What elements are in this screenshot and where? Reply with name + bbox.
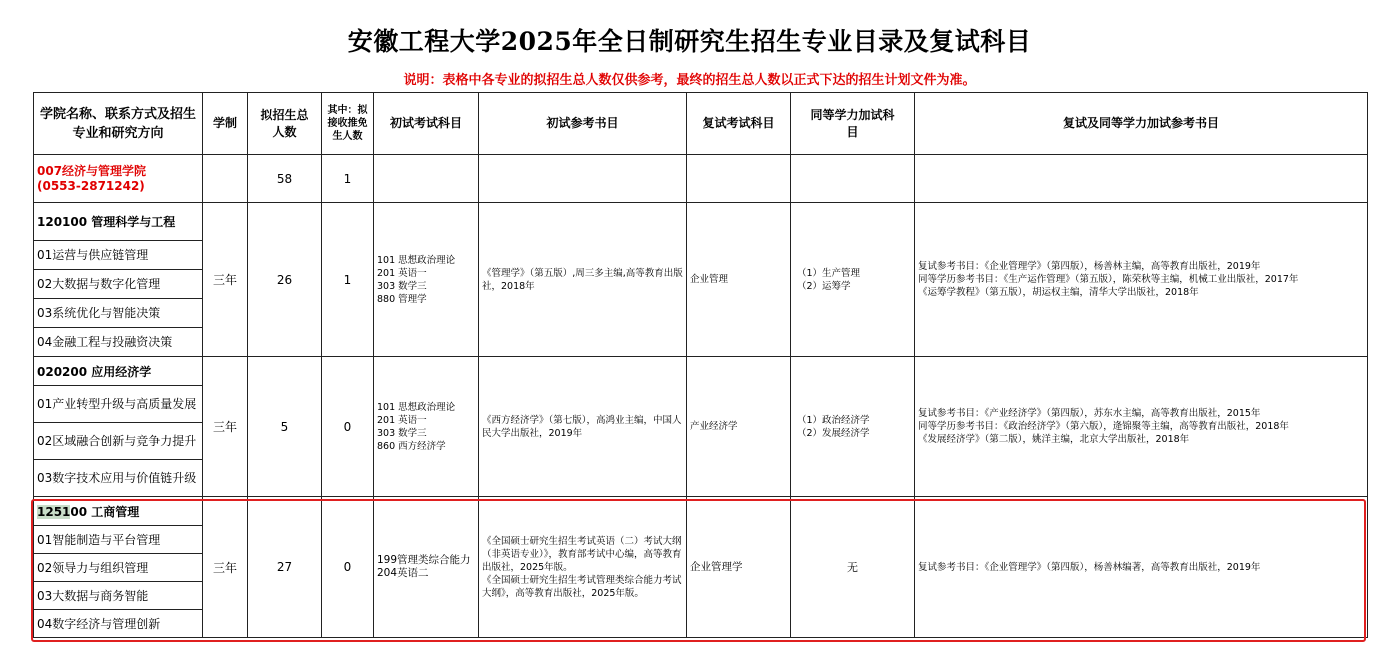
major-title: 120100 管理科学与工程	[34, 203, 203, 241]
list-item: 04金融工程与投融资决策	[34, 328, 203, 357]
retest-books-cell: 复试参考书目：《企业管理学》（第四版），杨善林主编，高等教育出版社，2019年 同等学历参考书目：《生产运作管理》（第五版），陈荣秋等主编，机械工业出版社，2017年 《运筹学教程》（第五版），胡运权主编，清华大学出版社，2018年	[915, 203, 1368, 357]
college-info	[34, 155, 203, 203]
exam-subjects-cell: 101 思想政治理论 201 英语一 303 数学三 880 管理学	[374, 203, 479, 357]
header-exempt: 其中：拟接收推免生人数	[322, 93, 374, 155]
list-item: 03系统优化与智能决策	[34, 299, 203, 328]
duration-cell: 三年	[203, 203, 248, 357]
list-item: 01产业转型升级与高质量发展	[34, 386, 203, 423]
total-cell: 5	[248, 357, 322, 497]
header-equiv-subjects: 同等学力加试科目	[791, 93, 915, 155]
header-exam-subjects: 初试考试科目	[374, 93, 479, 155]
college-name: 007经济与管理学院	[37, 163, 147, 178]
notice-text: 说明：表格中各专业的拟招生总人数仅供参考，最终的招生总人数以正式下达的招生计划文件为准。	[403, 73, 976, 88]
duration-cell: 三年	[203, 497, 248, 638]
retest-subjects-cell: 企业管理	[687, 203, 791, 357]
list-item: 02区域融合创新与竞争力提升	[34, 423, 203, 460]
retest-subjects-cell: 产业经济学	[687, 357, 791, 497]
exempt-cell: 1	[322, 203, 374, 357]
exam-subjects-cell: 101 思想政治理论 201 英语一 303 数学三 860 西方经济学	[374, 357, 479, 497]
equiv-subjects-cell: （1）生产管理 （2）运筹学	[791, 203, 915, 357]
college-total: 58	[248, 155, 322, 203]
exam-subjects-cell: 199管理类综合能力 204英语二	[374, 497, 479, 638]
retest-books-cell: 复试参考书目：《企业管理学》（第四版），杨善林编著，高等教育出版社，2019年	[915, 497, 1368, 638]
major-title: 020200 应用经济学	[34, 357, 203, 386]
exam-books-cell: 《管理学》（第五版）,周三多主编,高等教育出版社，2018年	[479, 203, 687, 357]
retest-books-cell: 复试参考书目：《产业经济学》（第四版），苏东水主编，高等教育出版社，2015年 同等学历参考书目：《政治经济学》（第六版），逄锦聚等主编，高等教育出版社，2018年 《发展经济学》（第二版），姚洋主编，北京大学出版社，2018年	[915, 357, 1368, 497]
total-cell: 26	[248, 203, 322, 357]
equiv-subjects-cell: （1）政治经济学 （2）发展经济学	[791, 357, 915, 497]
header-duration: 学制	[203, 93, 248, 155]
header-row	[34, 93, 1368, 155]
table-row	[34, 203, 1368, 241]
exempt-cell: 0	[322, 357, 374, 497]
equiv-subjects-cell: 无	[791, 497, 915, 638]
header-college: 学院名称、联系方式及招生专业和研究方向	[34, 93, 203, 155]
college-row	[34, 155, 1368, 203]
list-item: 02领导力与组织管理	[34, 554, 203, 582]
page-title: 安徽工程大学2025年全日制研究生招生专业目录及复试科目	[347, 27, 1032, 56]
duration-cell: 三年	[203, 357, 248, 497]
list-item: 02大数据与数字化管理	[34, 270, 203, 299]
header-total: 拟招生总人数	[248, 93, 322, 155]
list-item: 01运营与供应链管理	[34, 241, 203, 270]
list-item: 03数字技术应用与价值链升级	[34, 460, 203, 497]
header-retest-subjects: 复试考试科目	[687, 93, 791, 155]
college-phone: (0553-2871242)	[37, 178, 145, 193]
exam-books-cell: 《全国硕士研究生招生考试英语（二）考试大纲（非英语专业）》，教育部考试中心编，高等教育出版社，2025年版。 《全国硕士研究生招生考试管理类综合能力考试大纲》，高等教育出版社，2025年版。	[479, 497, 687, 638]
list-item: 03大数据与商务智能	[34, 582, 203, 610]
catalog-table	[33, 92, 1368, 638]
header-retest-books: 复试及同等学力加试参考书目	[915, 93, 1368, 155]
retest-subjects-cell: 企业管理学	[687, 497, 791, 638]
major-title: 125100 工商管理	[34, 497, 203, 526]
list-item: 04数字经济与管理创新	[34, 610, 203, 638]
list-item: 01智能制造与平台管理	[34, 526, 203, 554]
table-row	[34, 497, 1368, 526]
college-exempt: 1	[322, 155, 374, 203]
total-cell: 27	[248, 497, 322, 638]
exempt-cell: 0	[322, 497, 374, 638]
table-row	[34, 357, 1368, 386]
header-exam-books: 初试参考书目	[479, 93, 687, 155]
exam-books-cell: 《西方经济学》（第七版），高鸿业主编，中国人民大学出版社，2019年	[479, 357, 687, 497]
